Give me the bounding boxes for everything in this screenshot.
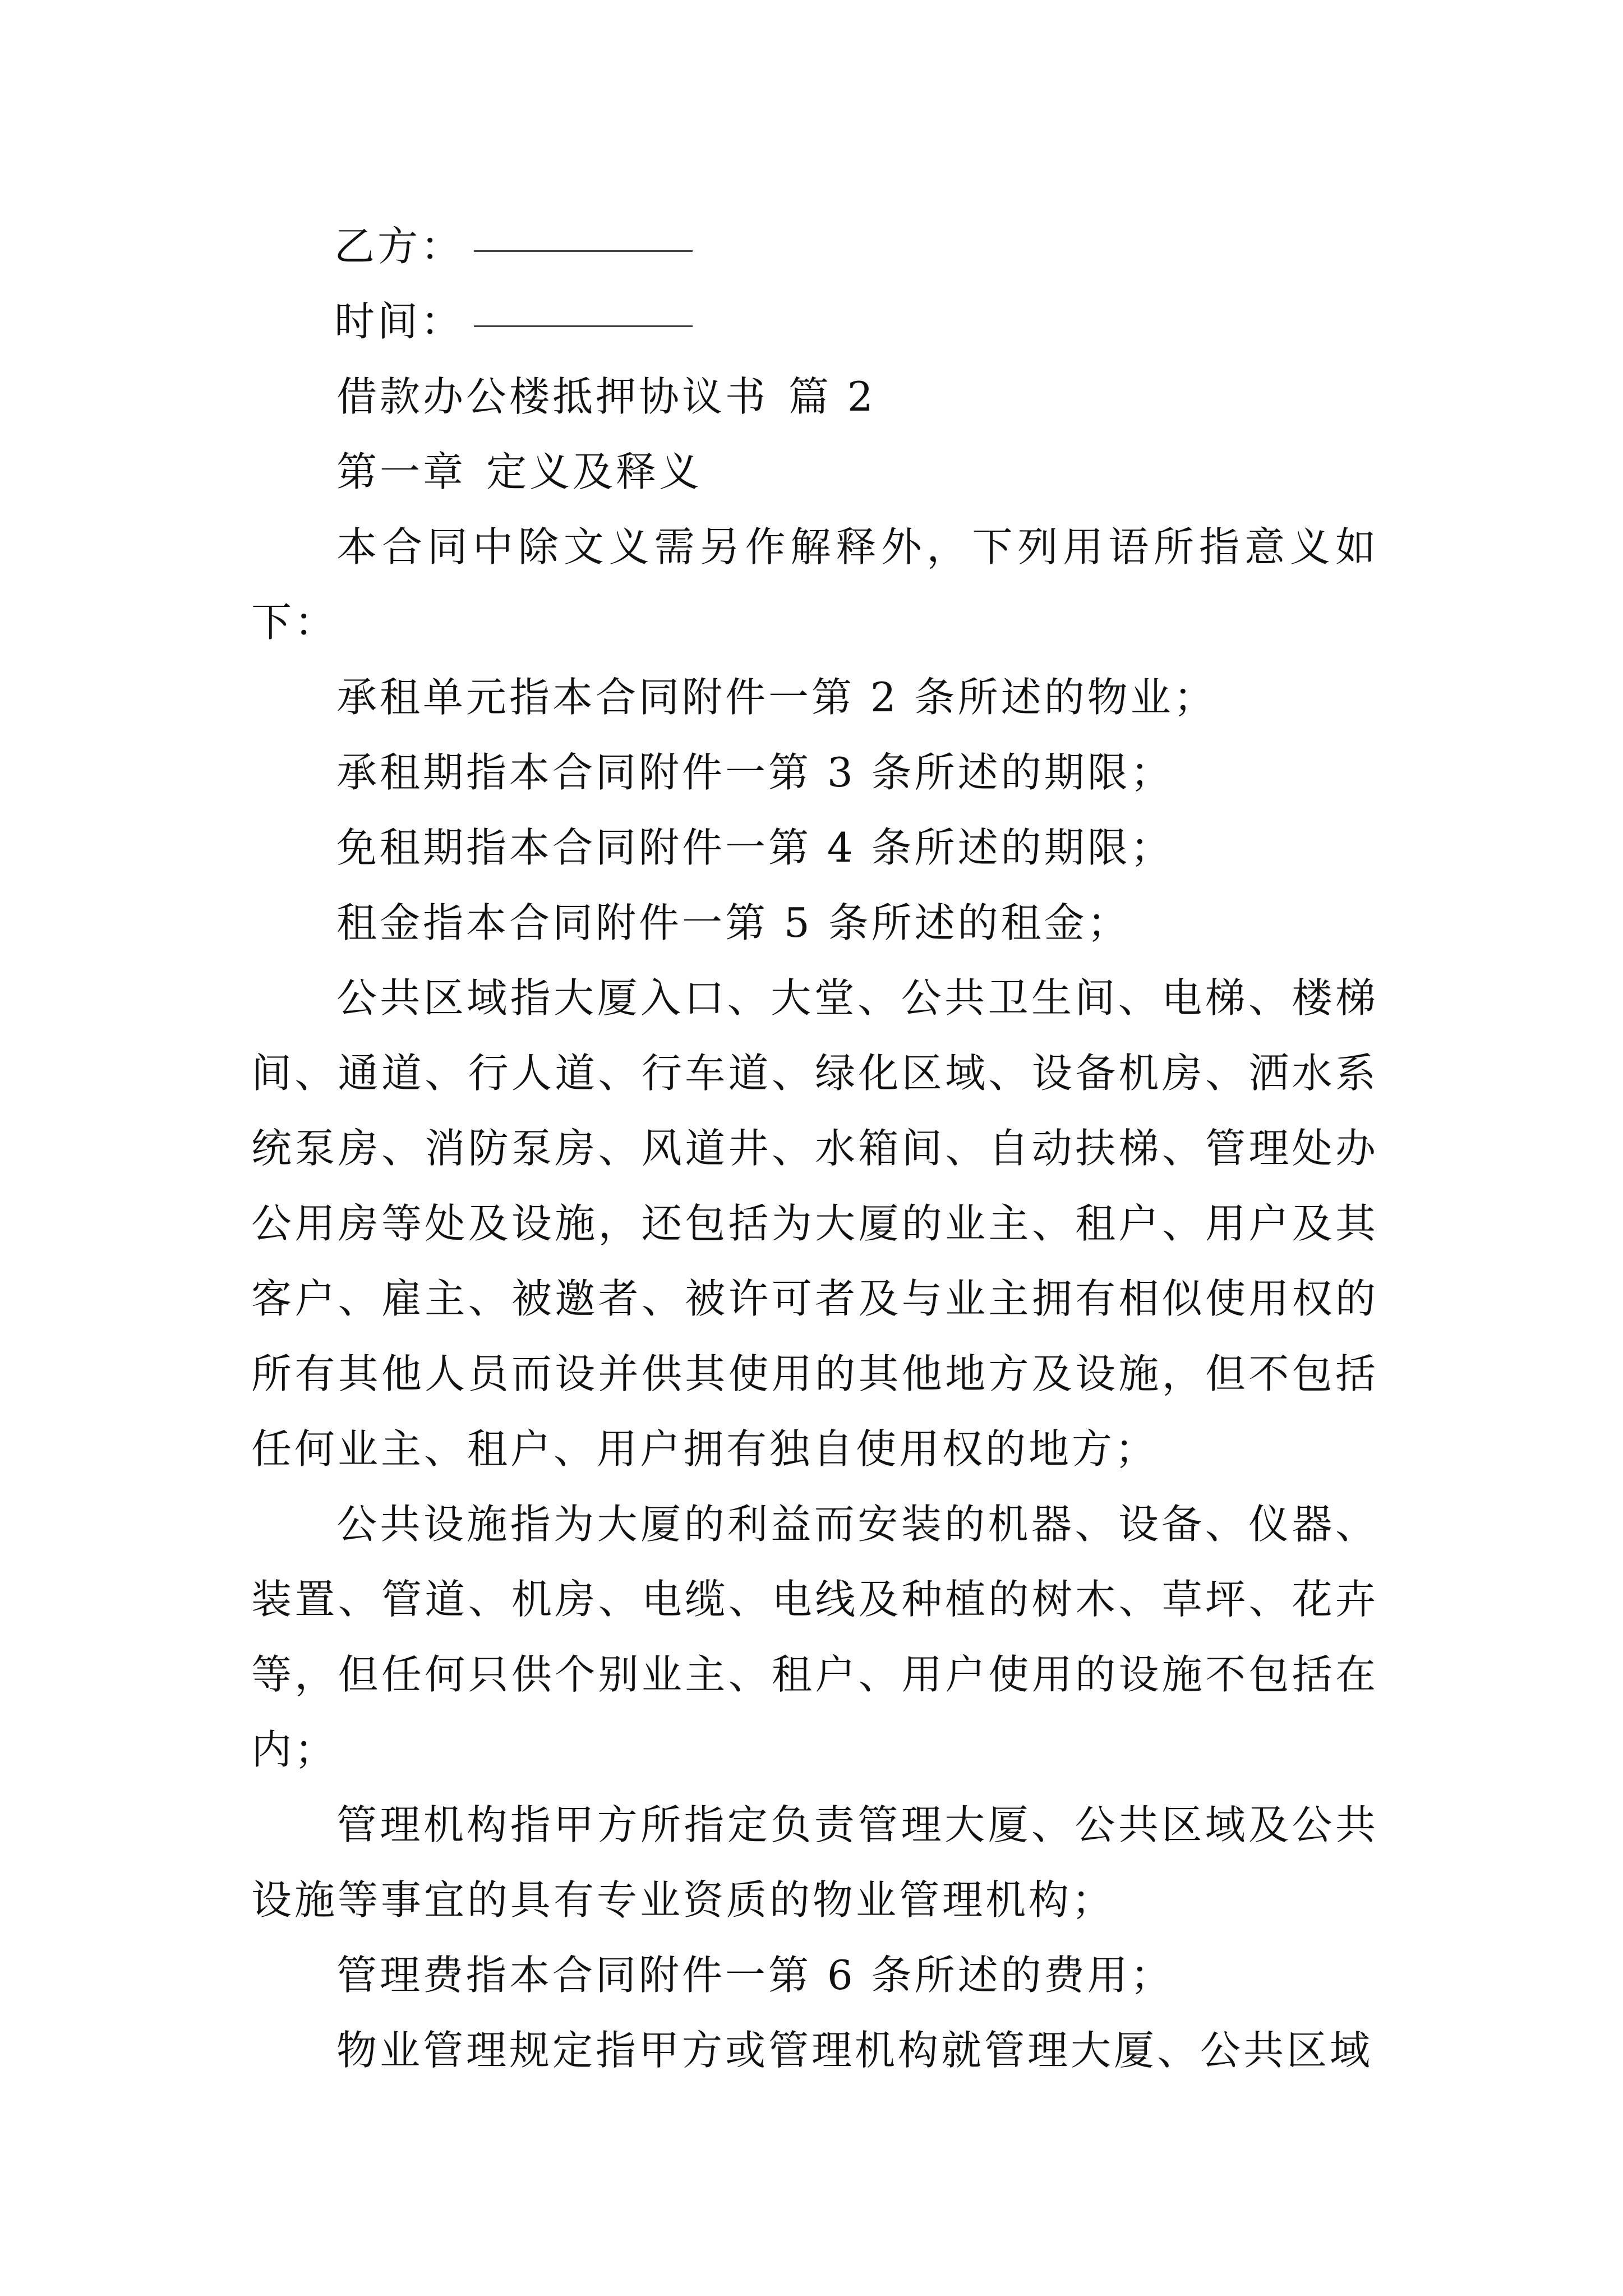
paragraph-property-rules: 物业管理规定指甲方或管理机构就管理大厦、公共区域 xyxy=(336,2027,1373,2074)
heading-suffix: 篇 2 xyxy=(789,373,876,420)
contract-body xyxy=(251,209,1378,2088)
party-b-blank xyxy=(474,248,693,252)
paragraph-rent: 租金指本合同附件一第 5 条所述的租金； xyxy=(336,899,1131,946)
paragraph-public-areas: 公共区域指大厦入口、大堂、公共卫生间、电梯、楼梯间、通道、行人道、行车道、绿化区域、设备机房、洒水系统泵房、消防泵房、风道井、水箱间、自动扶梯、管理处办公用房等处及设施，还包括为大厦的业主、租户、用户及其客户、雇主、被邀者、被许可者及与业主拥有相似使用权的所有其他人员而设并供其使用的其他地方及设施，但不包括任何业主、租户、用户拥有独自使用权的地方； xyxy=(251,974,1378,1473)
paragraph-intro: 本合同中除文义需另作解释外，下列用语所指意义如下： xyxy=(251,523,1378,646)
chapter-heading xyxy=(251,434,1378,509)
party-b-label: 乙方： xyxy=(334,223,464,270)
paragraph-rent-free-period: 免租期指本合同附件一第 4 条所述的期限； xyxy=(336,824,1174,871)
chapter-name: 定义及释义 xyxy=(486,448,703,495)
paragraph-management-fee: 管理费指本合同附件一第 6 条所述的费用； xyxy=(336,1952,1174,1999)
paragraph-leased-unit: 承租单元指本合同附件一第 2 条所述的物业； xyxy=(336,674,1217,721)
document-heading xyxy=(251,359,1378,434)
paragraph-management-agency: 管理机构指甲方所指定负责管理大厦、公共区域及公共设施等事宜的具有专业资质的物业管理机构； xyxy=(251,1801,1378,1924)
paragraph-lease-term: 承租期指本合同附件一第 3 条所述的期限； xyxy=(336,749,1174,796)
date-label: 时间： xyxy=(334,298,464,345)
chapter-number: 第一章 xyxy=(336,448,467,495)
heading-title: 借款办公楼抵押协议书 xyxy=(336,373,769,420)
date-blank xyxy=(474,323,693,327)
party-b-line xyxy=(251,209,1378,284)
paragraph-public-facilities: 公共设施指为大厦的利益而安装的机器、设备、仪器、装置、管道、机房、电缆、电线及种植的树木、草坪、花卉等，但任何只供个别业主、租户、用户使用的设施不包括在内； xyxy=(251,1501,1378,1773)
date-line xyxy=(251,284,1378,359)
